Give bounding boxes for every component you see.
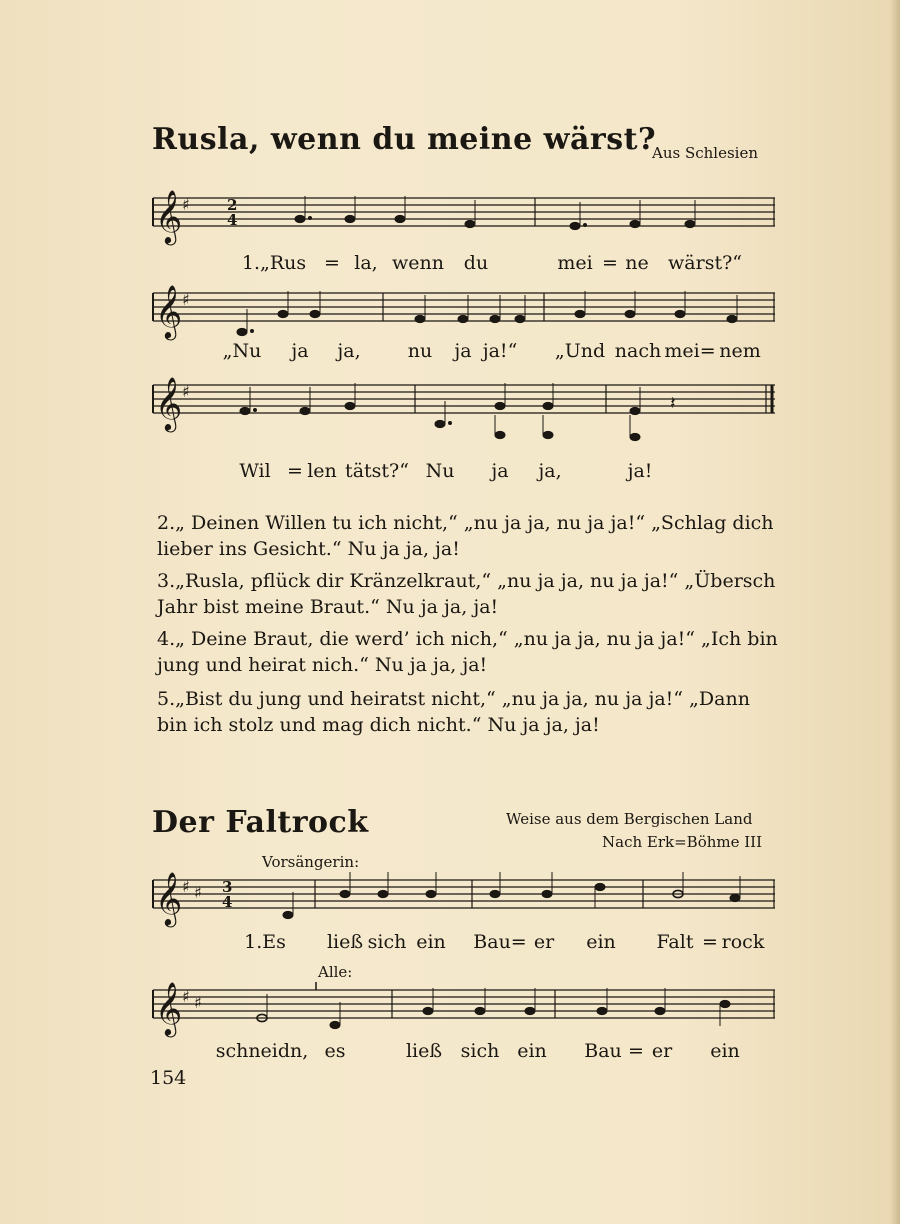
lyric: nu bbox=[407, 340, 433, 362]
time-sig-top: 3 bbox=[222, 878, 233, 896]
svg-text:♯: ♯ bbox=[182, 195, 190, 214]
svg-text:♯: ♯ bbox=[194, 993, 202, 1012]
lyric: ein bbox=[710, 1040, 740, 1062]
lyric: sich bbox=[460, 1040, 500, 1062]
svg-text:𝄞: 𝄞 bbox=[155, 376, 183, 430]
lyric: ja, bbox=[538, 460, 562, 482]
lyric: ließ bbox=[405, 1040, 443, 1062]
svg-text:𝄞: 𝄞 bbox=[155, 981, 183, 1035]
svg-text:𝄽: 𝄽 bbox=[670, 393, 676, 414]
lyric: len bbox=[307, 460, 337, 482]
part-label-all: Alle: bbox=[318, 963, 353, 981]
svg-text:𝄞: 𝄞 bbox=[155, 871, 183, 925]
lyric: 1.„Rus bbox=[241, 252, 307, 274]
lyric: es bbox=[324, 1040, 346, 1062]
lyric: du bbox=[463, 252, 489, 274]
song1-staff-3 bbox=[150, 375, 780, 450]
lyric: Bau bbox=[584, 1040, 622, 1062]
lyric: nem bbox=[719, 340, 761, 362]
song1-verse-2: 2.„ Deinen Willen tu ich nicht,“ „nu ja ja, nu ja ja!“ „Schlag dich lieber ins Gesicht.“ Nu ja ja, ja! bbox=[157, 512, 774, 560]
lyric: ja! bbox=[627, 460, 653, 482]
lyric: ein bbox=[517, 1040, 547, 1062]
svg-text:♯: ♯ bbox=[182, 382, 190, 401]
part-label-lead: Vorsängerin: bbox=[262, 853, 360, 871]
lyric: ja bbox=[291, 340, 309, 362]
lyric: mei bbox=[557, 252, 593, 274]
song1-lyrics-2 bbox=[150, 340, 790, 366]
lyric: ja!“ bbox=[482, 340, 518, 362]
song2-staff-1 bbox=[150, 870, 780, 930]
lyric: ein bbox=[586, 931, 616, 953]
song1-verse-5: 5.„Bist du jung und heiratst nicht,“ „nu ja ja, nu ja ja!“ „Dann bin ich stolz und mag dich nicht.“ Nu ja ja, ja! bbox=[157, 688, 750, 736]
lyric: = bbox=[702, 931, 718, 953]
time-sig-bottom: 4 bbox=[222, 893, 233, 911]
time-sig-top: 2 bbox=[227, 196, 238, 214]
song2-lyrics-1 bbox=[150, 931, 790, 957]
song1-origin: Aus Schlesien bbox=[652, 144, 759, 162]
lyric: ließ bbox=[326, 931, 364, 953]
song1-verse-4: 4.„ Deine Braut, die werd’ ich nich,“ „nu ja ja, nu ja ja!“ „Ich bin jung und heirat nich.“ Nu ja ja, ja! bbox=[157, 628, 778, 676]
lyric: Bau= bbox=[473, 931, 527, 953]
page-number: 154 bbox=[150, 1067, 187, 1089]
svg-text:𝄞: 𝄞 bbox=[155, 189, 183, 243]
lyric: „Und bbox=[554, 340, 606, 362]
lyric: ne bbox=[625, 252, 649, 274]
svg-text:♯: ♯ bbox=[194, 883, 202, 902]
lyric: rock bbox=[721, 931, 765, 953]
song1-staff-1 bbox=[150, 188, 780, 248]
page-edge-shadow bbox=[890, 0, 900, 1224]
lyric: Nu bbox=[425, 460, 455, 482]
lyric: Falt bbox=[656, 931, 694, 953]
song2-staff-2 bbox=[150, 980, 780, 1040]
lyric: er bbox=[651, 1040, 673, 1062]
svg-text:𝄞: 𝄞 bbox=[155, 284, 183, 338]
song1-verse-3: 3.„Rusla, pflück dir Kränzelkraut,“ „nu ja ja, nu ja ja!“ „Übersch Jahr bist meine Braut.“ Nu ja ja, ja! bbox=[157, 570, 776, 618]
lyric: wenn bbox=[392, 252, 444, 274]
lyric: Wil bbox=[239, 460, 271, 482]
lyric: schneidn, bbox=[215, 1040, 309, 1062]
lyric: sich bbox=[367, 931, 407, 953]
lyric: nach bbox=[614, 340, 662, 362]
lyric: 1.Es bbox=[244, 931, 286, 953]
svg-text:♯: ♯ bbox=[182, 877, 190, 896]
lyric: = bbox=[287, 460, 303, 482]
song2-title: Der Faltrock bbox=[152, 805, 369, 840]
lyric: mei= bbox=[664, 340, 716, 362]
lyric: „Nu bbox=[222, 340, 262, 362]
lyric: = bbox=[324, 252, 340, 274]
time-sig-bottom: 4 bbox=[227, 211, 238, 229]
song1-lyrics-3 bbox=[150, 460, 790, 486]
song2-origin-2: Nach Erk=Böhme III bbox=[602, 833, 763, 851]
lyric: = bbox=[628, 1040, 644, 1062]
lyric: er bbox=[533, 931, 555, 953]
lyric: ja bbox=[454, 340, 472, 362]
lyric: ja bbox=[491, 460, 509, 482]
svg-text:♯: ♯ bbox=[182, 290, 190, 309]
song2-lyrics-2 bbox=[150, 1040, 790, 1066]
lyric: = bbox=[602, 252, 618, 274]
song1-lyrics-1 bbox=[150, 252, 790, 278]
song1-title: Rusla, wenn du meine wärst? bbox=[152, 122, 657, 157]
lyric: ja, bbox=[337, 340, 361, 362]
lyric: ein bbox=[416, 931, 446, 953]
lyric: la, bbox=[354, 252, 378, 274]
song2-origin-1: Weise aus dem Bergischen Land bbox=[506, 810, 753, 828]
lyric: tätst?“ bbox=[345, 460, 409, 482]
song1-staff-2 bbox=[150, 283, 780, 343]
svg-text:♯: ♯ bbox=[182, 987, 190, 1006]
lyric: wärst?“ bbox=[668, 252, 742, 274]
